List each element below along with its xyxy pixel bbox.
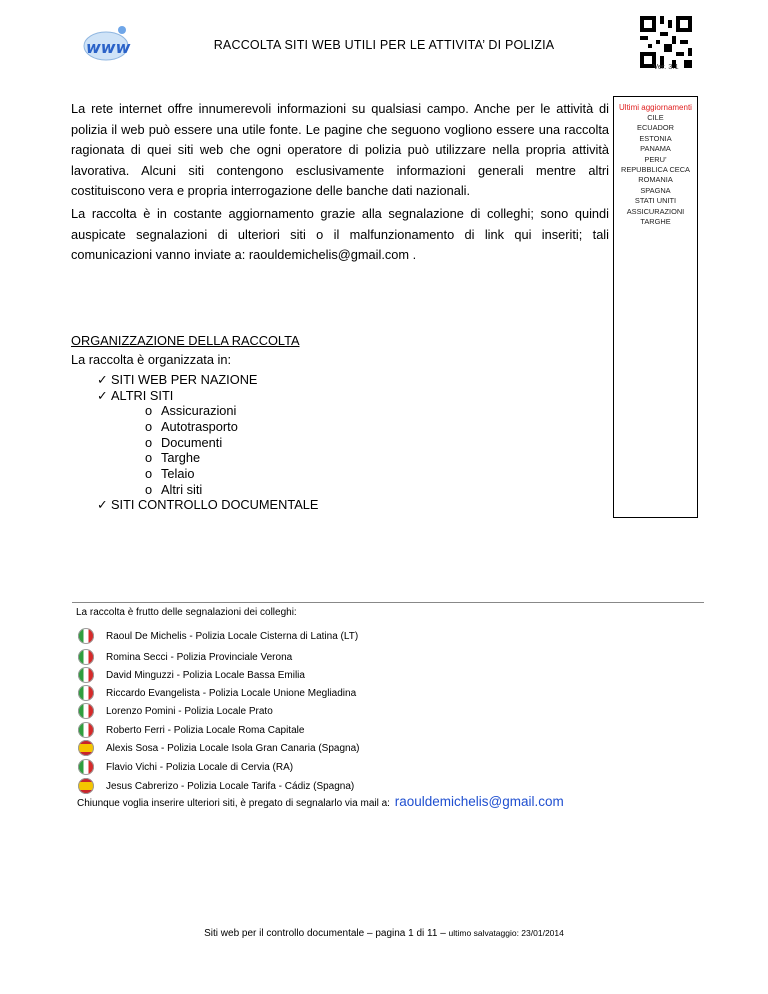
bullet-icon: o: [145, 435, 153, 450]
list-item-label: SITI WEB PER NAZIONE: [111, 372, 258, 387]
organization-heading: ORGANIZZAZIONE DELLA RACCOLTA: [71, 333, 300, 348]
list-item-label: SITI CONTROLLO DOCUMENTALE: [111, 497, 319, 512]
document-title: RACCOLTA SITI WEB UTILI PER LE ATTIVITA’ DI POLIZIA: [213, 38, 555, 52]
list-item-nations: [97, 372, 257, 388]
contributor-row: [78, 759, 293, 777]
bullet-icon: o: [145, 403, 153, 418]
sub-list-item-label: Altri siti: [161, 482, 203, 497]
bullet-icon: o: [145, 482, 153, 497]
contributor-row: [78, 703, 273, 721]
spain-flag-icon: [78, 740, 94, 756]
contributor-name: Flavio Vichi - Polizia Locale di Cervia (RA): [106, 762, 294, 773]
italy-flag-icon: [78, 703, 94, 719]
update-item: PERU’: [644, 154, 667, 164]
sub-list-item: [145, 450, 200, 466]
italy-flag-icon: [78, 759, 94, 775]
intro-paragraph-2: [71, 204, 609, 266]
list-item-document-control: [97, 497, 318, 513]
contributor-name: Lorenzo Pomini - Polizia Locale Prato: [106, 706, 273, 717]
checkmark-icon: ✓: [97, 497, 108, 512]
contributors-intro: La raccolta è frutto delle segnalazioni dei colleghi:: [76, 607, 297, 618]
update-item: ROMANIA: [638, 175, 673, 185]
update-item: ESTONIA: [639, 133, 672, 143]
contributor-name: Alexis Sosa - Polizia Locale Isola Gran Canaria (Spagna): [106, 743, 360, 754]
contact-email-link[interactable]: raouldemichelis@gmail.com: [394, 794, 564, 809]
update-item: REPUBBLICA CECA: [620, 165, 690, 175]
italy-flag-icon: [78, 649, 94, 665]
update-item: CILE: [647, 113, 664, 122]
intro-text-1: La rete internet offre innumerevoli informazioni su qualsiasi campo. Anche per le attività di polizia il web può essere una utile fonte. Le pagine che seguono vogliono essere una raccolta ragionata di quei siti web che ogni operatore di polizia può utilizzare nella propria attività lavorativa. Alcuni siti contengono esclusivamente informazioni generali mentre altri costituiscono vera e propria interrogazione delle banche dati nazionali.: [71, 101, 609, 198]
checkmark-icon: ✓: [97, 388, 108, 403]
sub-list-item: [145, 419, 238, 435]
section-divider: [72, 602, 704, 603]
update-item: STATI UNITI: [634, 196, 677, 206]
italy-flag-icon: [78, 667, 94, 683]
list-item-label: ALTRI SITI: [111, 388, 174, 403]
contributor-row: [78, 667, 305, 685]
organization-subheading: La raccolta è organizzata in:: [71, 352, 232, 367]
contributor-name: Roberto Ferri - Polizia Locale Roma Capitale: [106, 725, 305, 736]
contributor-row: [78, 685, 356, 703]
contributor-row: [78, 740, 359, 758]
sub-list-item-label: Telaio: [161, 466, 195, 481]
footer-saved-date: ultimo salvataggio: 23/01/2014: [448, 928, 564, 938]
sub-list-item: [145, 403, 236, 419]
sub-list-item: [145, 435, 222, 451]
latest-updates-box: [613, 96, 698, 518]
version-label: Ver. 3.1: [653, 62, 679, 71]
bullet-icon: o: [145, 419, 153, 434]
sub-list-item: [145, 482, 202, 498]
footer-page-info: Siti web per il controllo documentale – pagina 1 di 11 –: [204, 928, 449, 939]
italy-flag-icon: [78, 628, 94, 644]
latest-updates-title: Ultimi aggiornamenti: [619, 103, 692, 112]
contributor-row: [78, 722, 304, 740]
italy-flag-icon: [78, 685, 94, 701]
contributor-name: Raoul De Michelis - Polizia Locale Cisterna di Latina (LT): [106, 631, 359, 642]
contributor-name: David Minguzzi - Polizia Locale Bassa Emilia: [106, 670, 305, 681]
update-item: ECUADOR: [637, 123, 674, 133]
contributor-name: Jesus Cabrerizo - Polizia Locale Tarifa - Cádiz (Spagna): [106, 781, 355, 792]
update-item: TARGHE: [640, 217, 671, 227]
bullet-icon: o: [145, 466, 153, 481]
sub-list-item: [145, 466, 194, 482]
update-item: SPAGNA: [640, 185, 671, 195]
bullet-icon: o: [145, 450, 153, 465]
page-footer: [0, 928, 768, 939]
closing-line: [77, 794, 564, 809]
qr-code-icon: [640, 16, 692, 68]
update-item: ASSICURAZIONI: [626, 206, 685, 216]
sub-list-item-label: Targhe: [161, 450, 201, 465]
intro-paragraph-1: [71, 99, 609, 202]
update-item: PANAMA: [640, 144, 671, 154]
sub-list-item-label: Autotrasporto: [161, 419, 238, 434]
checkmark-icon: ✓: [97, 372, 108, 387]
contributor-row: [78, 628, 358, 646]
sub-list-item-label: Documenti: [161, 435, 223, 450]
closing-text: Chiunque voglia inserire ulteriori siti, è pregato di segnalarlo via mail a:: [77, 798, 390, 809]
svg-text:www: www: [86, 38, 131, 57]
italy-flag-icon: [78, 722, 94, 738]
contributor-name: Romina Secci - Polizia Provinciale Verona: [106, 652, 293, 663]
sub-list-item-label: Assicurazioni: [161, 403, 237, 418]
list-item-other-sites: [97, 388, 173, 404]
contributor-row: [78, 649, 292, 667]
contributor-name: Riccardo Evangelista - Polizia Locale Unione Megliadina: [106, 688, 357, 699]
spain-flag-icon: [78, 778, 94, 794]
intro-text-2: La raccolta è in costante aggiornamento grazie alla segnalazione di colleghi; sono quindi auspicate segnalazioni di ulteriori siti o il malfunzionamento di link qui inseriti; tali comunicazioni vanno inviate a: raouldemichelis@gmail.com .: [71, 206, 609, 262]
